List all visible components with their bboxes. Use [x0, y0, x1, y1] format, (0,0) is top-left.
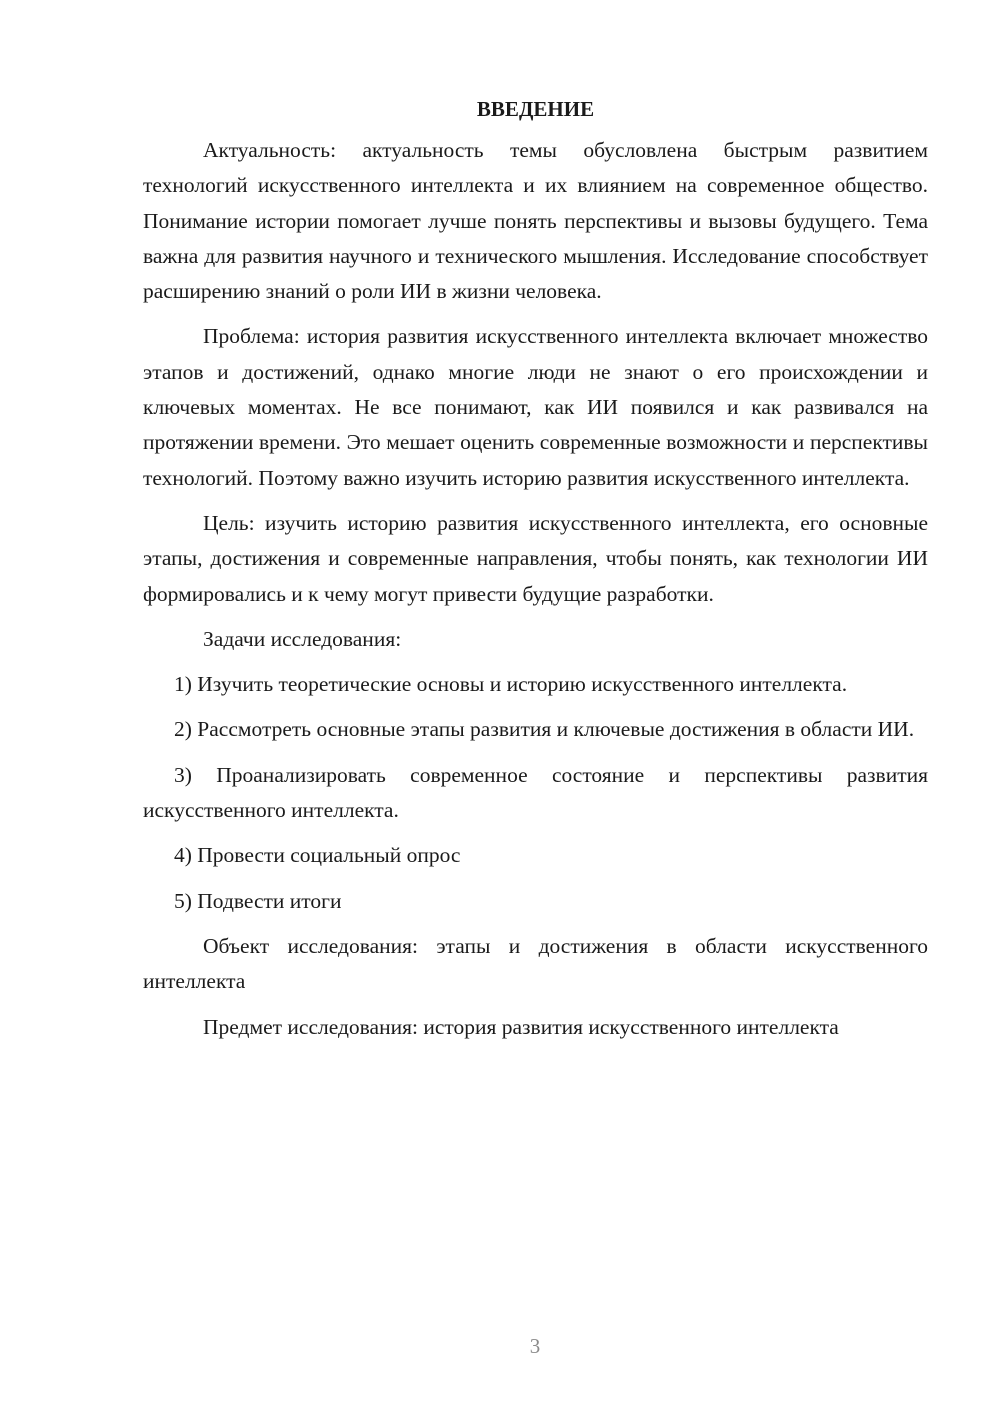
task-item-3: 3) Проанализировать современное состояние и перспективы развития искусственного интеллекта. — [143, 762, 928, 823]
paragraph-relevance: Актуальность: актуальность темы обусловлена быстрым развитием технологий искусственного интеллекта и их влиянием на современное общество. Понимание истории помогает лучше понять перспективы и вызовы будущего. Тема важна для развития научного и технического мышления. Исследование способствует расширению знаний о роли ИИ в жизни человека. — [143, 138, 928, 304]
task-item-1: 1) Изучить теоретические основы и историю искусственного интеллекта. — [174, 672, 848, 697]
paragraph-object: Объект исследования: этапы и достижения в области искусственного интеллекта — [143, 933, 928, 994]
paragraph-goal: Цель: изучить историю развития искусственного интеллекта, его основные этапы, достижения и современные направления, чтобы понять, как технологии ИИ формировались и к чему могут привести будущие разработки. — [143, 510, 928, 606]
page-number: 3 — [529, 1334, 541, 1358]
tasks-heading: Задачи исследования: — [203, 626, 402, 651]
task-item-5: 5) Подвести итоги — [174, 888, 342, 913]
document-page — [143, 92, 928, 1055]
section-heading: ВВЕДЕНИЕ — [476, 97, 595, 121]
task-item-4: 4) Провести социальный опрос — [174, 843, 461, 868]
paragraph-subject: Предмет исследования: история развития искусственного интеллекта — [203, 1014, 839, 1039]
paragraph-problem: Проблема: история развития искусственного интеллекта включает множество этапов и достижений, однако многие люди не знают о его происхождении и ключевых моментах. Не все понимают, как ИИ появился и как развивался на протяжении времени. Это мешает оценить современные возможности и перспективы технологий. Поэтому важно изучить историю развития искусственного интеллекта. — [143, 324, 928, 490]
task-item-2: 2) Рассмотреть основные этапы развития и ключевые достижения в области ИИ. — [174, 717, 915, 742]
